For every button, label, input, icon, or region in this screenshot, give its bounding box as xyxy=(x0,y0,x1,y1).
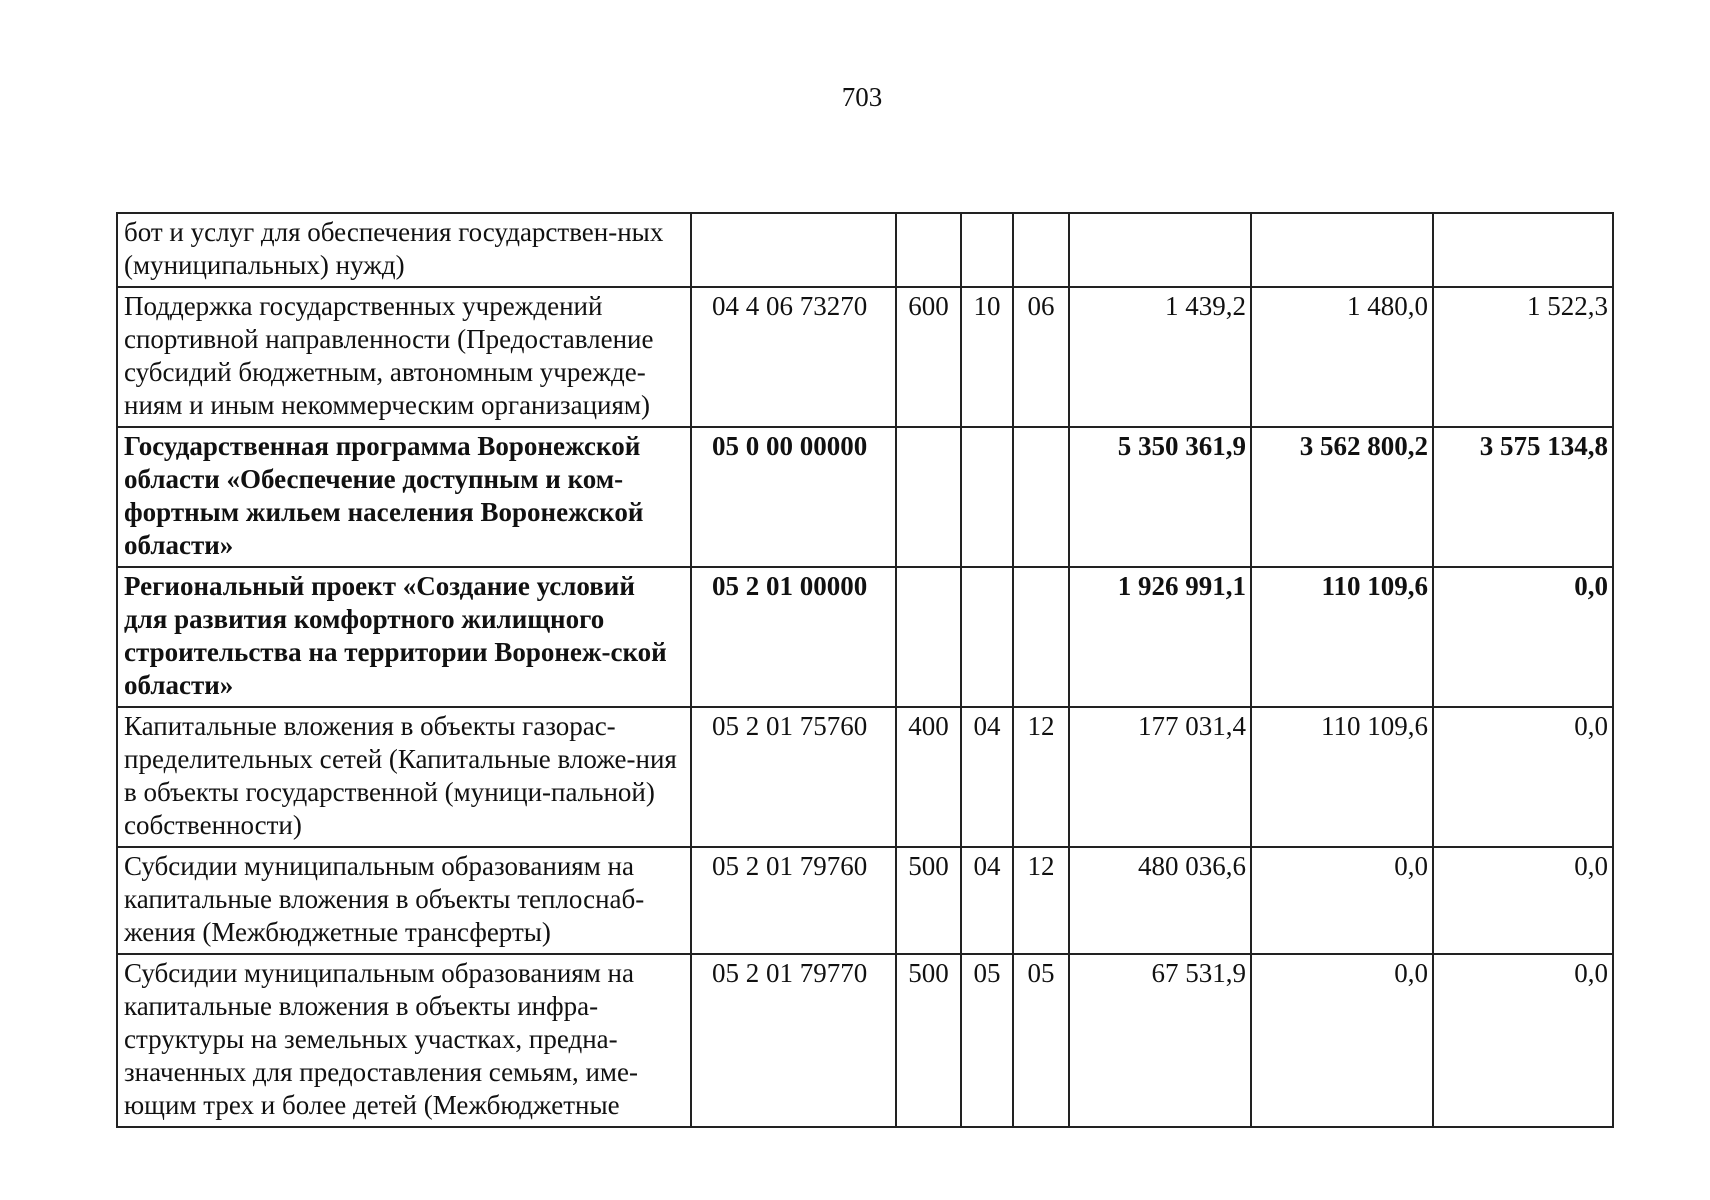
row-pr: 05 xyxy=(1013,954,1069,1127)
row-year1: 480 036,6 xyxy=(1069,847,1251,954)
row-name: Государственная программа Воронежской области «Обеспечение доступным и ком-фортным жильем населения Воронежской области» xyxy=(117,427,691,567)
row-year2 xyxy=(1251,213,1433,287)
row-code: 05 2 01 79770 xyxy=(691,954,896,1127)
row-year2: 3 562 800,2 xyxy=(1251,427,1433,567)
row-pr xyxy=(1013,427,1069,567)
row-name: Региональный проект «Создание условий для развития комфортного жилищного строительства на территории Воронеж-ской области» xyxy=(117,567,691,707)
row-year2: 0,0 xyxy=(1251,954,1433,1127)
row-code: 05 2 01 75760 xyxy=(691,707,896,847)
row-rz xyxy=(961,427,1013,567)
row-year3 xyxy=(1433,213,1613,287)
table-row xyxy=(117,707,1613,847)
row-year1: 177 031,4 xyxy=(1069,707,1251,847)
row-pr: 06 xyxy=(1013,287,1069,427)
row-vr xyxy=(896,427,961,567)
row-pr xyxy=(1013,213,1069,287)
row-pr xyxy=(1013,567,1069,707)
budget-table xyxy=(116,212,1614,1128)
row-vr xyxy=(896,567,961,707)
row-pr: 12 xyxy=(1013,707,1069,847)
row-year3: 0,0 xyxy=(1433,954,1613,1127)
row-rz: 10 xyxy=(961,287,1013,427)
table-body xyxy=(117,213,1613,1127)
row-vr: 500 xyxy=(896,954,961,1127)
row-year3: 0,0 xyxy=(1433,707,1613,847)
row-year3: 3 575 134,8 xyxy=(1433,427,1613,567)
row-code xyxy=(691,213,896,287)
row-year1: 67 531,9 xyxy=(1069,954,1251,1127)
row-year2: 1 480,0 xyxy=(1251,287,1433,427)
row-vr: 500 xyxy=(896,847,961,954)
row-code: 04 4 06 73270 xyxy=(691,287,896,427)
table-row xyxy=(117,287,1613,427)
row-vr xyxy=(896,213,961,287)
row-pr: 12 xyxy=(1013,847,1069,954)
row-year2: 0,0 xyxy=(1251,847,1433,954)
row-year2: 110 109,6 xyxy=(1251,567,1433,707)
row-code: 05 0 00 00000 xyxy=(691,427,896,567)
row-code: 05 2 01 79760 xyxy=(691,847,896,954)
row-year1: 5 350 361,9 xyxy=(1069,427,1251,567)
row-year2: 110 109,6 xyxy=(1251,707,1433,847)
row-year1 xyxy=(1069,213,1251,287)
table-row xyxy=(117,847,1613,954)
row-name: Субсидии муниципальным образованиям на капитальные вложения в объекты теплоснаб-жения (Межбюджетные трансферты) xyxy=(117,847,691,954)
row-rz: 04 xyxy=(961,847,1013,954)
row-rz xyxy=(961,567,1013,707)
row-vr: 600 xyxy=(896,287,961,427)
row-rz xyxy=(961,213,1013,287)
table-row xyxy=(117,427,1613,567)
row-name: Капитальные вложения в объекты газорас-пределительных сетей (Капитальные вложе-ния в объекты государственной (муници-пальной) собственности) xyxy=(117,707,691,847)
row-year3: 0,0 xyxy=(1433,567,1613,707)
row-year3: 0,0 xyxy=(1433,847,1613,954)
row-name: Поддержка государственных учреждений спортивной направленности (Предоставление субсидий бюджетным, автономным учрежде-ниям и иным некоммерческим организациям) xyxy=(117,287,691,427)
row-name: бот и услуг для обеспечения государствен-ных (муниципальных) нужд) xyxy=(117,213,691,287)
row-year1: 1 926 991,1 xyxy=(1069,567,1251,707)
row-year1: 1 439,2 xyxy=(1069,287,1251,427)
row-year3: 1 522,3 xyxy=(1433,287,1613,427)
table-row xyxy=(117,213,1613,287)
row-code: 05 2 01 00000 xyxy=(691,567,896,707)
row-rz: 05 xyxy=(961,954,1013,1127)
row-rz: 04 xyxy=(961,707,1013,847)
table-row xyxy=(117,567,1613,707)
table-row xyxy=(117,954,1613,1127)
row-name: Субсидии муниципальным образованиям на капитальные вложения в объекты инфра-структуры на земельных участках, предна-значенных для предоставления семьям, име-ющим трех и более детей (Межбюджетные xyxy=(117,954,691,1127)
row-vr: 400 xyxy=(896,707,961,847)
page-number: 703 xyxy=(841,82,883,112)
